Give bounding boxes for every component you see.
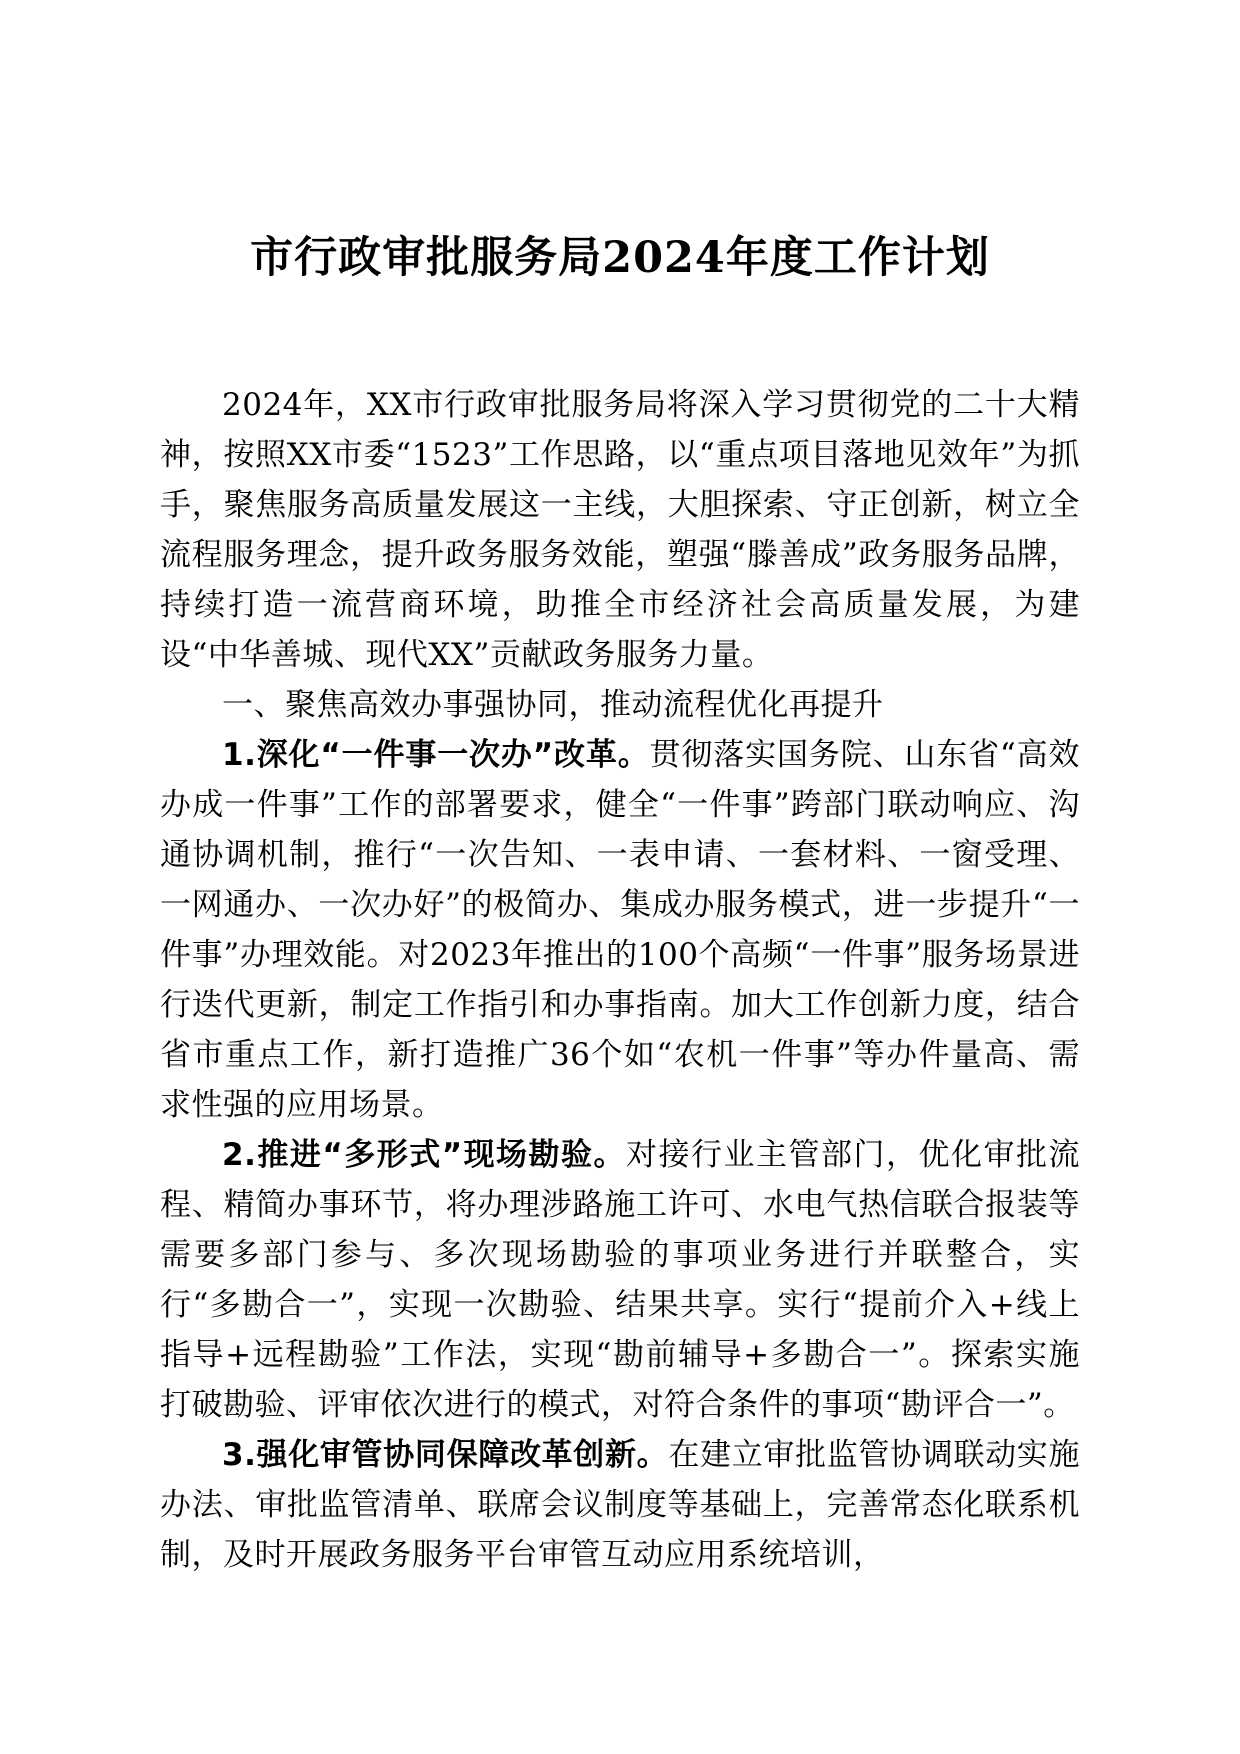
section-heading-1: 一、聚焦高效办事强协同，推动流程优化再提升	[222, 687, 884, 723]
item-paragraph-1	[160, 730, 1080, 1130]
item-text-2: 对接行业主管部门，优化审批流程、精简办事环节，将办理涉路施工许可、水电气热信联合报装等需要多部门参与、多次现场勘验的事项业务进行并联整合，实行“多勘合一”，实现一次勘验、结果共享。实行“提前介入+线上指导+远程勘验”工作法，实现“勘前辅导+多勘合一”。探索实施打破勘验、评审依次进行的模式，对符合条件的事项“勘评合一”。	[160, 1137, 1080, 1423]
item-lead-2: 2.推进“多形式”现场勘验。	[222, 1137, 627, 1173]
document-body	[160, 380, 1080, 1580]
item-lead-1: 1.深化“一件事一次办”改革。	[222, 737, 650, 773]
item-text-3: 在建立审批监管协调联动实施办法、审批监管清单、联席会议制度等基础上，完善常态化联系机制，及时开展政务服务平台审管互动应用系统培训，	[160, 1437, 1080, 1573]
document-title: 市行政审批服务局2024年度工作计划	[250, 233, 990, 283]
intro-paragraph: 2024年，XX市行政审批服务局将深入学习贯彻党的二十大精神，按照XX市委“1523”工作思路，以“重点项目落地见效年”为抓手，聚焦服务高质量发展这一主线，大胆探索、守正创新，树立全流程服务理念，提升政务服务效能，塑强“滕善成”政务服务品牌，持续打造一流营商环境，助推全市经济社会高质量发展，为建设“中华善城、现代XX”贡献政务服务力量。	[160, 387, 1080, 673]
item-paragraph-2	[160, 1130, 1080, 1430]
item-paragraph-3	[160, 1430, 1080, 1580]
item-lead-3: 3.强化审管协同保障改革创新。	[222, 1437, 669, 1473]
item-text-1: 贯彻落实国务院、山东省“高效办成一件事”工作的部署要求，健全“一件事”跨部门联动响应、沟通协调机制，推行“一次告知、一表申请、一套材料、一窗受理、一网通办、一次办好”的极简办、集成办服务模式，进一步提升“一件事”办理效能。对2023年推出的100个高频“一件事”服务场景进行迭代更新，制定工作指引和办事指南。加大工作创新力度，结合省市重点工作，新打造推广36个如“农机一件事”等办件量高、需求性强的应用场景。	[160, 737, 1080, 1123]
